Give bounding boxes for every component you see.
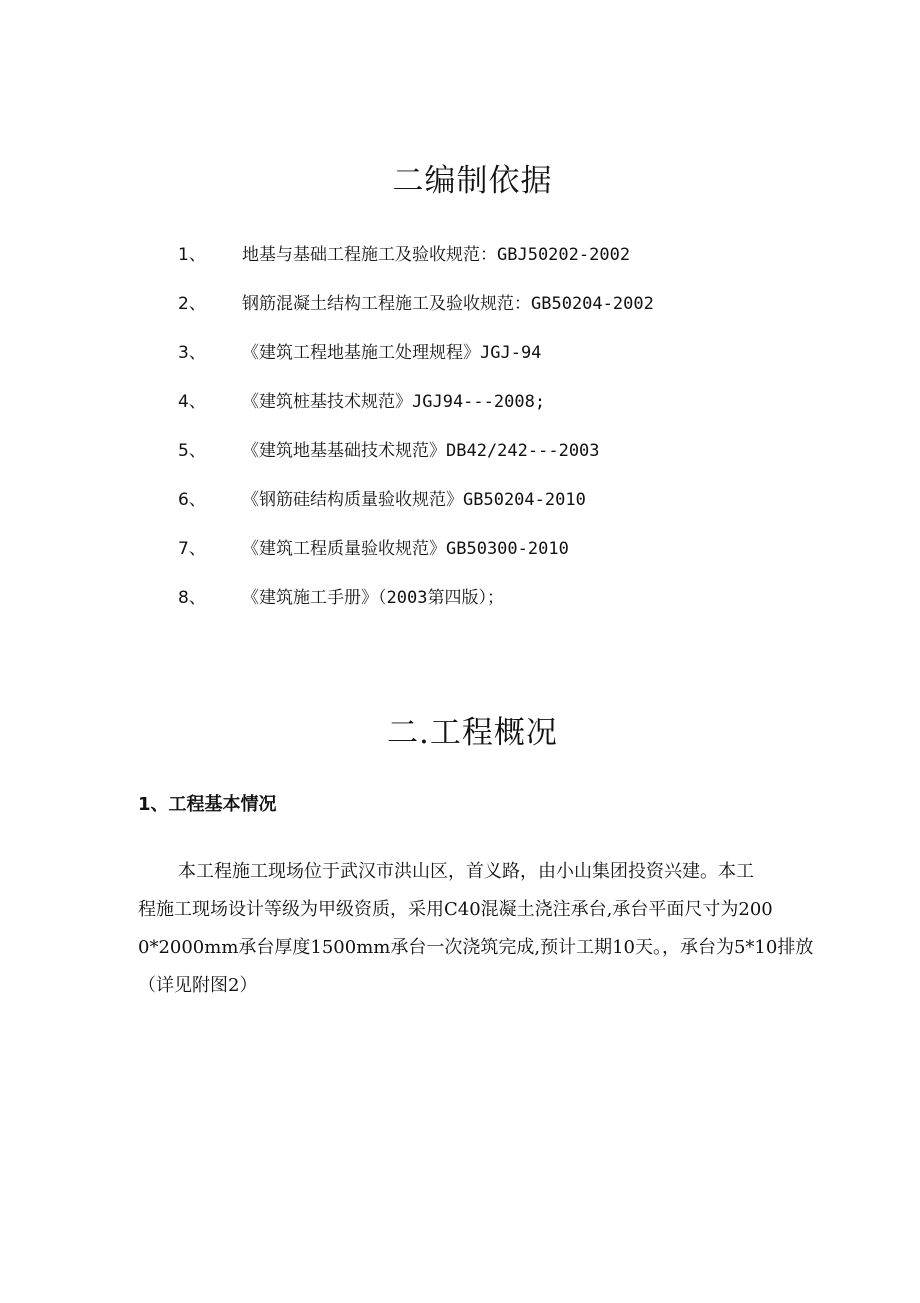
section-title-project-overview: 二.工程概况	[387, 715, 558, 751]
reference-number: 6、	[178, 490, 206, 510]
reference-number: 3、	[178, 343, 206, 363]
project-description-paragraph	[138, 853, 814, 1005]
reference-item	[0, 387, 920, 415]
reference-number: 1、	[178, 245, 206, 265]
reference-item	[0, 338, 920, 366]
reference-item	[0, 240, 920, 268]
subheading-basic-info: 1、工程基本情况	[138, 794, 277, 815]
reference-number: 2、	[178, 294, 206, 314]
reference-text: 《钢筋硅结构质量验收规范》GB50204-2010	[242, 490, 586, 510]
reference-text: 《建筑工程质量验收规范》GB50300-2010	[242, 539, 569, 559]
reference-item	[0, 534, 920, 562]
reference-text: 《建筑工程地基施工处理规程》JGJ-94	[242, 343, 542, 363]
reference-number: 4、	[178, 392, 206, 412]
reference-text: 地基与基础工程施工及验收规范：GBJ50202-2002	[242, 245, 631, 265]
section-title-compilation-basis: 二编制依据	[392, 163, 553, 199]
reference-item	[0, 485, 920, 513]
reference-text: 《建筑施工手册》（2003第四版）；	[242, 588, 504, 608]
reference-number: 7、	[178, 539, 206, 559]
reference-item	[0, 289, 920, 317]
paragraph-line: 程施工现场设计等级为甲级资质，采用C40混凝土浇注承台,承台平面尺寸为200	[138, 899, 773, 920]
reference-text: 《建筑地基基础技术规范》DB42/242---2003	[242, 441, 600, 461]
paragraph-line: 0*2000mm承台厚度1500mm承台一次浇筑完成,预计工期10天。，承台为5*10排放	[138, 937, 814, 958]
reference-number: 5、	[178, 441, 206, 461]
paragraph-line: （详见附图2）	[138, 975, 258, 996]
reference-text: 钢筋混凝土结构工程施工及验收规范：GB50204-2002	[242, 294, 654, 314]
reference-item	[0, 583, 920, 611]
paragraph-line: 本工程施工现场位于武汉市洪山区，首义路，由小山集团投资兴建。本工	[178, 861, 754, 882]
reference-item	[0, 436, 920, 464]
reference-number: 8、	[178, 588, 206, 608]
reference-text: 《建筑桩基技术规范》JGJ94---2008;	[242, 392, 546, 412]
